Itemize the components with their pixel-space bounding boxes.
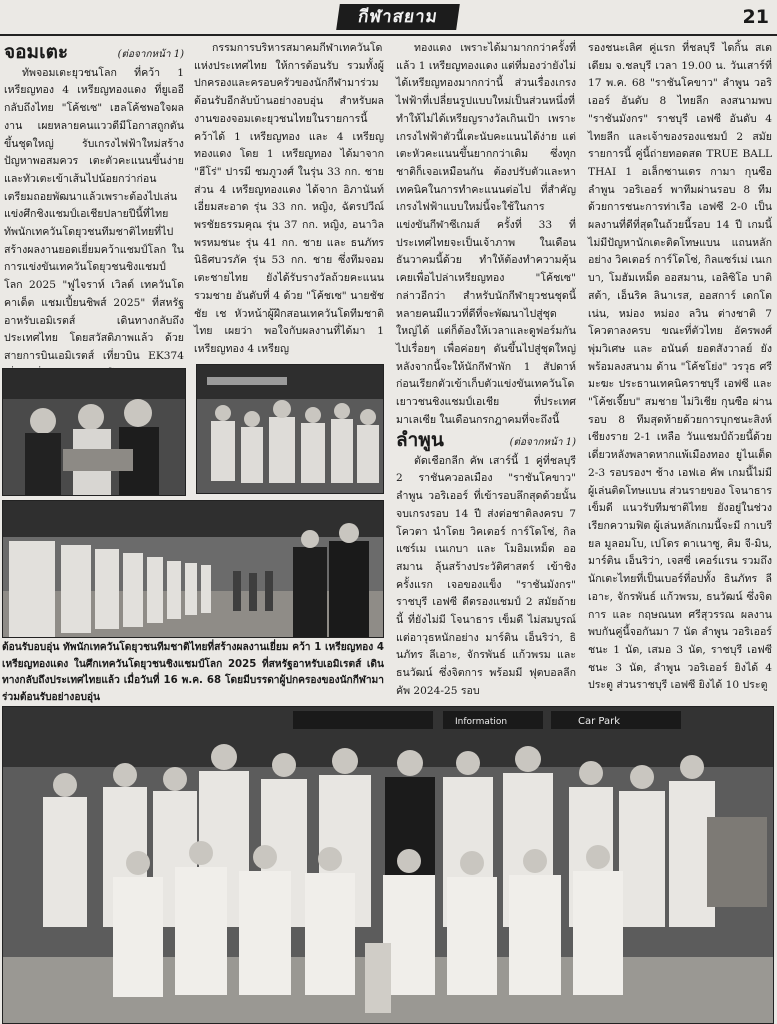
lamphun-col4-text: รองชนะเลิศ คู่แรก ที่ชลบุรี ไดกิ้น สเตเดียม จ.ชลบุรี เวลา 19.00 น. วันเสาร์ที่ 17 พ.ค. 68 "ราชันโคขาว" ลำพูน วอริเออร์ อันดับ 8 ไทยลีก ลงสนามพบ "ราชันมังกร" ราชบุรี เอฟซี อันดับ 4 ไทยลีก และเจ้าของรองแชมป์ 2 สมัยรายการนี้ คู่นี้ถ่ายทอดสด TRUE BALL THAI 1 อเล็กซานเดร กามา กุนซือลำพูน วอริเออร์ พาทีมผ่านรอบ 8 ทีมด้วยการชนะการท่าเรือ เอฟซี 2-0 เป็นผลงานที่ดีที่สุดในถ้วยนี้รอบ 14 ปี เกมนี้ไม่มีปัญหานักเตะติดโทษแบน แถนหลักอย่าง วิคเตอร์ การ์โดโซ่, กิลแซร์เม่ เนเกบา, โมฮัมเหม็ด ออสมาน, เอลิซิโอ บาติสต้า, เอ็นริค ลินาเรส, ออสการ์ เดกโตเน่น, หม่อง หม่อง ลวิน ต่างชาติ 7 โควตาลงครบ ขณะที่ตัวไทย อัครพงศ์ พุ่มวิเศษ และ อนันต์ ยอดสังวาลย์ ยังพร้อมลงสนาม ด้าน "โค้ชโย่ง" วรวุธ ศรีมะฆะ ประธานเทคนิคราชบุรี เอฟซี และ "โค้ชเจี๊ยบ" สมชาย ไม่วิเชีย กุนซือ ผ่านรอบ 8 ทีมสุดท้ายด้วยการบุกชนะสิงห์ เชียงราย 2-1 เหลือ วันแชมป์ถ้วยนี้ด้วยเดี่ยวหลังพลาดหากแพ้เมืองทอง ยูไนเต็ด 2-3 รอบรองฯ ช้าง เอฟเอ คัพ เกมนี้ไม่มีผู้เล่นติดโทษแบน ส่วนรายของ โจนาธาร เข็มดี แนวรับทีมชาติไทย ยังอยู่ในช่วงเรียกความฟิต ผู้เล่นหลักเกมนี้จะมี กาเบรียล มูลอมโบ, เปโดร ดาเนาซู, คิม จี-มิน, มาร์ติน เอ็นริว่า, เจสซี่ เคอร์แรน รวมถึงนักเตะไทยที่เป็นเบอร์ที่อปทั้ง ธินภัทร ลีเอาะ, จักรพันธ์ แก้วพรม, ธนวัฒน์ ซึ่งจิตการ และ กฤษณนท ศรีสุวรรณ ผลงานพบกันคู่นี้จอกันมา 7 นัด ลำพูน วอริเออร์ ชนะ 1 นัด, เสมอ 3 นัด, ราชบุรี เอฟซี ชนะ 3 นัด, ลำพูน วอริเออร์ ยิงได้ 4 ประตู ส่วนราชบุรี เอฟซี ยิงได้ 10 ประตู <box>588 42 773 692</box>
photo-team-group <box>2 706 774 1024</box>
headline-lamphun: ลำพูน <box>396 429 444 451</box>
page-number: 21 <box>742 6 769 28</box>
lamphun-column-2 <box>588 40 772 702</box>
masthead <box>0 0 777 36</box>
tennis-column-3 <box>396 40 576 426</box>
photo-caption: ต้อนรับอบอุ่น ทัพนักเทควันโดยุวชนทีมชาติไทยที่สร้างผลงานเยี่ยม คว้า 1 เหรียญทอง 4 เหรียญทองแดง ในศึกเทควันโดยุวชนชิงแชมป์โลก 2025 ที่สหรัฐอาหรับเอมิเรตส์ เดินทางกลับถึงประเทศไทยแล้ว เมื่อวันที่ 16 พ.ค. 68 โดยมีบรรดาผู้ปกครองของนักกีฬามาร่วมต้อนรับอย่างอบอุ่น <box>2 642 384 703</box>
sign-information: Information <box>455 717 508 727</box>
section-title: กีฬาสยาม <box>336 4 460 30</box>
tennis-col3-text: ทองแดง เพราะได้มามากกว่าครั้งที่แล้ว 1 เหรียญทองแดง แต่ที่มองว่ายังไม่ได้เหรียญทองมากกว่านี้ ส่วนเรื่องเกรงไฟฟ้าที่เปลี่ยนรูปแบบใหม่เป็นส่วนหนึ่งที่ทำให้ไม่ได้เหรียญรางวัลเกินเป้า เพราะเกรงไฟฟ้าตัวนี้เตะนับคะแนนได้ง่าย แต่เตะหัวคะแนนขึ้นยากกว่าเดิม ซึ่งทุกชาติก็เจอเหมือนกัน ต้องปรับตัวและหาเทคนิคในการทำคะแนนต่อไป ที่สำคัญเกรงไฟฟ้าแบบใหม่นี้จะใช้ในการแข่งขันกีฬาซีเกมส์ ครั้งที่ 33 ที่ประเทศไทยจะเป็นเจ้าภาพ ในเดือนธันวาคมนี้ด้วย ทำให้ต้องทำความคุ้นเคยเพื่อไปล่าเหรียญทอง "โค้ชเซ" กล่าวอีกว่า สำหรับนักกีฬายุวชนชุดนี้หลายคนมีแววที่ดีที่จะพัฒนาไปสู่ชุดใหญ่ได้ แต่ก็ต้องให้เวลาและดูฟอร์มกันไปเรื่อยๆ เพื่อค่อยๆ ดันขึ้นไปสู่ชุดใหญ่ หลังจากนี้จะให้นักกีฬาพัก 1 สัปดาห์ ก่อนเรียกตัวเข้าเก็บตัวแข่งขันเทควันโดเยาวชนชิงแชมป์เอเชีย ที่ประเทศมาเลเซีย ในเดือนกรกฎาคมที่จะถึงนี้ <box>396 42 576 426</box>
continued-label-lamphun: (ต่อจากหน้า 1) <box>509 437 576 448</box>
tennis-col1-text: ทัพจอมเตะยุวชนโลก ที่คว้า 1 เหรียญทอง 4 เหรียญทองแดง ที่ยูเออี กลับถึงไทย "โค้ชเซ" เฮลโค้ชพอใจผลงาน เผยหลายคนแววดีมีโอกาสถูกดันขึ้นชุดใหญ่ รับเกรงไฟฟ้าใหม่สร้างปัญหาพอสมควร เตะตัวคะแนนขึ้นง่าย และทัวเตะเข้าเส้นไปน้อยกว่าก่อนเตรียมถอยพัฒนาแล้วเพราะต้องไปเล่นแข่งศึกชิงแชมป์เอเชียปลายปีนี้ที่ไทย ทัพนักเทควันโดยุวชนทีมชาติไทยที่ไปสร้างผลงานยอดเยี่ยมคว้าแชมป์โลก ในการแข่งขันเทควันโดยุวชนชิงแชมป์โลก 2025 "ฟูไจราห์ เวิลด์ เทควันโด คาเด็ต แชมเปี้ยนชิพส์ 2025" ที่สหรัฐอาหรับเอมิเรตส์ เดินทางกลับถึงประเทศไทย โดยสวัสดิภาพแล้ว ด้วยสายการบินเอมิเรตส์ เที่ยวบิน EK374 <box>4 66 184 362</box>
tennis-col2-text: กรรมการบริหารสมาคมกีฬาเทควันโดแห่งประเทศไทย ให้การต้อนรับ รวมทั้งผู้ปกครองและครอบครัวของนักกีฬามาร่วมต้อนรับอีกลับบ้านอย่างอบอุ่น สำหรับผลงานของจอมเตะยุวชนไทยในรายการนี้ คว้าได้ 1 เหรียญทอง และ 4 เหรียญทองแดง โดย 1 เหรียญทอง ได้มาจาก "ฮีโร่" ปารมี ชมภูวงศ์ ในรุ่น 33 กก. ชาย ส่วน 4 เหรียญทองแดง ได้จาก อิภานันท์ เอี่ยมสะอาด รุ่น 33 กก. หญิง, ฉัตรปวีณ์ พรชัยธรรมคุณ รุ่น 37 กก. หญิง, อนาวิล พรหมชนะ รุ่น 41 กก. ชาย และ ธนภัทร นิธิศบวรภัค รุ่น 53 กก. ชาย ซึ่งทีมจอมเตะชายไทย ยังได้รับรางวัลถ้วยคะแนนรวมชาย อันดับที่ 4 ด้วย "โค้ชเซ" นายชัชชัย เช หัวหน้าผู้ฝึกสอนเทควันโดทีมชาติไทย เผยว่า พอใจกับผลงานที่ได้มา 1 เหรียญทอง 4 เหรียญ <box>194 42 384 355</box>
lamphun-column-1 <box>396 428 576 700</box>
sign-car-park: Car Park <box>578 716 621 727</box>
tennis-column-2 <box>194 40 384 362</box>
photo-team-arrival <box>196 364 384 494</box>
lamphun-col3-text: ตัดเชือกลีก คัพ เสาร์นี้ 1 คู่ที่ชลบุรี 2 ราชันควอลเมือง "ราชันโคขาว" ลำพูน วอริเออร์ ที่เข้ารอบลึกสุดด้วยนั้นจบเกรงรอบ 14 ปี ส่งต่อชาติลงครบ 7 โควตา นำโดย วิคเตอร์ การ์โดโซ่, กิลแซร์เม เนเกบา และ โมอิมเหม็ด ออสมาน ลุ้นสร้างประวัติศาสตร์ เข้าชิงครั้งแรก เจอของแข็ง "ราชันมังกร" ราชบุรี เอฟซี ดีตรองแชมป์ 2 สมัยถ้ายนี้ ที่ยังไม่มี โจนาธาร เข็มดี ไม่สมบูรณ์ แต่อาวุธหนักอย่าง มาร์ติน เอ็นริว่า, ธินภัทร ลีเอาะ, จักรพันธ์ แก้วพรม และ ธนวัฒน์ ซึ่งจิตการ พร้อมมี ฟุตบอลลีก คัพ 2024-25 รอบ <box>396 454 576 697</box>
photo-athletes-flowers <box>2 368 186 496</box>
headline-tennis: จอมเตะ <box>4 41 69 63</box>
tennis-column-1 <box>4 40 184 370</box>
photo-welcome-line <box>2 500 384 638</box>
continued-label: (ต่อจากหน้า 1) <box>117 49 184 60</box>
